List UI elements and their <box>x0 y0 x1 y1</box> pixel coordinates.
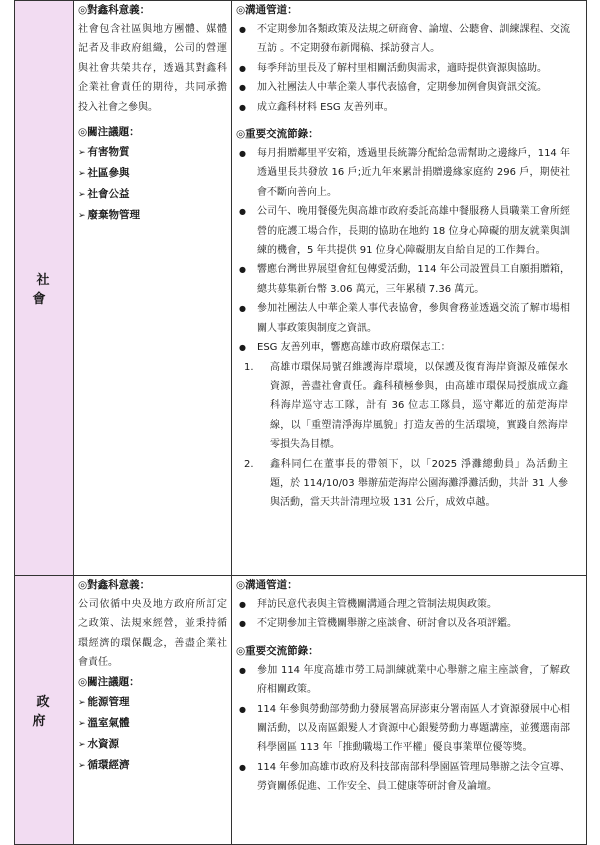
topic-item: ➢ 有害物質 <box>78 142 227 163</box>
channel-item: ● 不定期參加主管機關舉辦之座談會、研討會以及各項評鑑。 <box>236 614 582 633</box>
topic-item: ➢ 循環經濟 <box>78 755 227 776</box>
category-label: 社 會 <box>32 273 60 307</box>
event-item: ● 每月捐贈鄰里平安箱，透過里長統籌分配給急需幫助之邊緣戶，114 年透過里長共發放 16 戶;近九年來累計捐贈邊緣家庭約 296 戶，期使社會不斷向善向上。 <box>236 144 582 202</box>
sub-event-number: 2. <box>244 458 254 470</box>
stakeholder-row-society <box>15 1 587 576</box>
topics-title: ◎關注議題： <box>78 126 140 139</box>
topic-item: ➢ 溫室氣體 <box>78 713 227 734</box>
stakeholder-table <box>14 0 587 845</box>
sub-event-number: 1. <box>244 361 254 373</box>
events-title: ◎重要交流節錄： <box>236 128 319 141</box>
topic-item: ➢ 廢棄物管理 <box>78 205 227 226</box>
channel-list <box>236 595 582 634</box>
channel-item: ● 每季拜訪里長及了解村里相關活動與需求，適時提供資源與協助。 <box>236 59 582 78</box>
events-list <box>236 661 582 797</box>
topic-item: ➢ 社區參與 <box>78 163 227 184</box>
channel-title: ◎溝通管道： <box>236 579 298 591</box>
event-item: ● 公司午、晚用餐優先與高雄市政府委託高雄中餐服務人員職業工會所經營的庇護工場合作，長期的協助在地約 18 位身心障礙的朋友就業與訓練的機會，5 年共提供 91 位身心障礙朋友自給自足的工作舞台。 <box>236 202 582 260</box>
meaning-title: ◎對鑫科意義： <box>78 579 151 591</box>
sub-event-item <box>236 358 582 455</box>
events-title: ◎重要交流節錄： <box>236 644 319 657</box>
topics-title: ◎關注議題： <box>78 675 140 688</box>
channel-item: ● 成立鑫科材料 ESG 友善列車。 <box>236 98 582 117</box>
event-item: ● 114 年參與勞動部勞動力發展署高屏澎東分署南區人才資源發展中心相關活動，以及南區銀髮人才資源中心銀髮勞動力專題講座，並獲選南部科學園區 113 年「推動職場工作平權」優良事業單位優等獎。 <box>236 700 582 758</box>
events-list <box>236 144 582 357</box>
channel-item: ● 拜訪民意代表與主管機關溝通合理之管制法規與政策。 <box>236 595 582 614</box>
sub-event-text: 高雄市環保局號召維護海岸環境，以保護及復育海岸資源及確保水資源，善盡社會責任。鑫科積極參與，由高雄市環保局授旗成立鑫科海岸巡守志工隊，計有 36 位志工隊員，巡守鄰近的茄萣海岸線，以「重塑清淨海岸風貌」打造友善的生活環境，實踐自然海岸零損失為目標。 <box>270 361 568 451</box>
category-label: 政 府 <box>32 695 60 729</box>
meaning-text: 社會包含社區與地方團體、媒體記者及非政府組織，公司的營運與社會共榮共存，透過其對鑫科企業社會責任的期待，共同承擔投入社會之參與。 <box>78 24 227 113</box>
stakeholder-row-government <box>15 576 587 845</box>
channel-list <box>236 20 582 117</box>
meaning-cell-government <box>74 576 232 845</box>
category-cell-society <box>15 1 74 576</box>
meaning-text: 公司依循中央及地方政府所訂定之政策、法規來經營，並秉持循環經濟的環保觀念，善盡企業社會責任。 <box>78 599 227 669</box>
topic-item: ➢ 社會公益 <box>78 184 227 205</box>
channel-item: ● 不定期參加各類政策及法規之研商會、論壇、公聽會、訓練課程、交流互訪 。不定期發布新聞稿、採訪發言人。 <box>236 20 582 59</box>
event-item: ● 114 年參加高雄市政府及科技部南部科學園區管理局舉辦之法令宣導、勞資關係促進、工作安全、員工健康等研討會及論壇。 <box>236 758 582 797</box>
category-cell-government <box>15 576 74 845</box>
event-item: ● 參加 114 年度高雄市勞工局訓練就業中心舉辦之雇主座談會，了解政府相關政策。 <box>236 661 582 700</box>
meaning-cell-society <box>74 1 232 576</box>
channel-title: ◎溝通管道： <box>236 4 298 16</box>
topic-item: ➢ 水資源 <box>78 734 227 755</box>
sub-event-text: 鑫科同仁在董事長的帶領下，以「2025 淨灘總動員」為活動主題，於 114/10/03 舉辦茄萣海岸公園海灘淨灘活動，共計 31 人參與活動，當天共計清理垃圾 131 公斤，成效卓越。 <box>270 458 568 509</box>
topic-item: ➢ 能源管理 <box>78 692 227 713</box>
sub-events-list <box>236 358 582 513</box>
sub-event-item <box>236 455 582 513</box>
topics-list <box>78 692 227 776</box>
meaning-title: ◎對鑫科意義： <box>78 4 151 16</box>
channel-cell-government <box>232 576 587 845</box>
event-item: ● 參加社團法人中華企業人事代表協會，參與會務並透過交流了解市場相關人事政策與制度之資訊。 <box>236 299 582 338</box>
event-item: ● ESG 友善列車，響應高雄市政府環保志工： <box>236 338 582 357</box>
channel-cell-society <box>232 1 587 576</box>
event-item: ● 響應台灣世界展望會紅包傳愛活動，114 年公司設置員工自願捐贈箱，總共募集新台幣 3.06 萬元，三年累積 7.36 萬元。 <box>236 260 582 299</box>
channel-item: ● 加入社團法人中華企業人事代表協會，定期參加例會與資訊交流。 <box>236 78 582 97</box>
topics-list <box>78 142 227 226</box>
